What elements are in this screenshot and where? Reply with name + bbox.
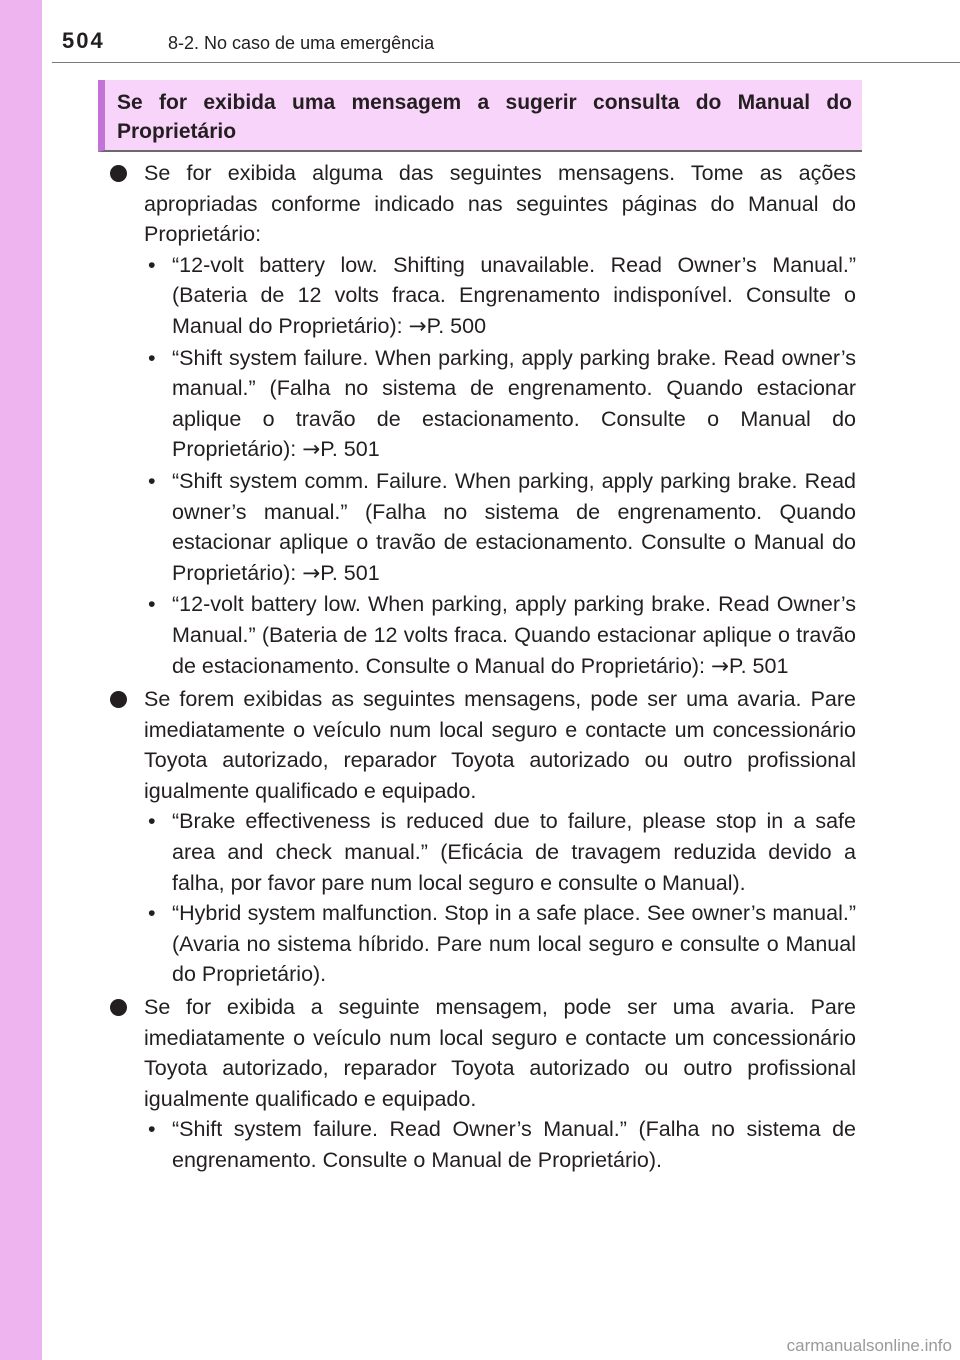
sub-item	[144, 466, 856, 589]
bullet-item	[108, 158, 856, 682]
page-reference-link[interactable]: P. 500	[426, 313, 487, 338]
sub-item-text: “Shift system failure. When parking, apply parking brake. Read owner’s manual.” (Falha no sistema de engrenamento. Quando estacionar aplique o travão de estacionamento. Consulte o Manual do Proprietário):	[172, 345, 856, 462]
sub-bullet-icon: •	[148, 1117, 156, 1142]
arrow-icon: →	[302, 560, 321, 586]
sub-item-text: “Brake effectiveness is reduced due to failure, please stop in a safe area and check manual.” (Eficácia de travagem reduzida devido a falha, por favor pare num local seguro e consulte o Manual).	[172, 809, 856, 895]
bullet-text: Se for exibida a seguinte mensagem, pode ser uma avaria. Pare imediatamente o veículo num local seguro e contacte um concessionário Toyota autorizado, reparador Toyota autorizado ou outro profissional igualmente qualificado e equipado.	[144, 995, 856, 1111]
sub-bullet-icon: •	[148, 901, 156, 926]
sub-item	[144, 806, 856, 898]
section-title: 8-2. No caso de uma emergência	[168, 33, 435, 53]
arrow-icon: →	[302, 437, 321, 463]
bullet-text: Se for exibida alguma das seguintes mensagens. Tome as ações apropriadas conforme indicado nas seguintes páginas do Manual do Proprietário:	[144, 161, 856, 247]
sub-item	[144, 343, 856, 466]
sub-item	[144, 589, 856, 682]
bullet-dot-icon	[110, 165, 127, 182]
sub-item-text: “12-volt battery low. When parking, apply parking brake. Read Owner’s Manual.” (Bateria de 12 volts fraca. Quando estacionar aplique o travão de estacionamento. Consulte o Manual do Proprietário):	[172, 592, 856, 678]
sub-item-text: “12-volt battery low. Shifting unavailable. Read Owner’s Manual.” (Bateria de 12 volts fraca. Engrenamento indisponível. Consulte o Manual do Proprietário):	[172, 252, 856, 338]
bullet-item	[108, 992, 856, 1176]
sub-item	[144, 1114, 856, 1175]
side-tab-bar	[0, 0, 42, 1360]
bullet-item	[108, 684, 856, 990]
sub-item-text: “Shift system failure. Read Owner’s Manual.” (Falha no sistema de engrenamento. Consulte o Manual de Proprietário).	[172, 1117, 856, 1172]
bullet-dot-icon	[110, 999, 127, 1016]
arrow-icon: →	[711, 653, 730, 679]
page-number: 504	[62, 28, 105, 53]
sub-bullet-icon: •	[148, 345, 156, 370]
section-heading-box	[98, 80, 862, 152]
watermark: carmanualsonline.info	[786, 1336, 952, 1355]
sub-bullet-icon: •	[148, 468, 156, 493]
sub-item	[144, 250, 856, 343]
sub-bullet-icon: •	[148, 252, 156, 277]
sub-item	[144, 898, 856, 990]
main-content	[108, 158, 856, 1176]
bullet-dot-icon	[110, 691, 127, 708]
page-reference-link[interactable]: P. 501	[320, 437, 380, 462]
header-divider	[52, 62, 960, 63]
section-heading: Se for exibida uma mensagem a sugerir consulta do Manual do Proprietário	[117, 91, 852, 143]
arrow-icon: →	[408, 313, 427, 339]
sub-bullet-icon: •	[148, 592, 156, 617]
sub-item-text: “Hybrid system malfunction. Stop in a safe place. See owner’s manual.” (Avaria no sistema híbrido. Pare num local seguro e consulte o Manual do Proprietário).	[172, 901, 856, 987]
sub-bullet-icon: •	[148, 809, 156, 834]
page-reference-link[interactable]: P. 501	[320, 560, 380, 585]
sub-item-text: “Shift system comm. Failure. When parking, apply parking brake. Read owner’s manual.” (Falha no sistema de engrenamento. Quando estacionar aplique o travão de estacionamento. Consulte o Manual do Proprietário):	[172, 468, 856, 585]
bullet-text: Se forem exibidas as seguintes mensagens, pode ser uma avaria. Pare imediatamente o veículo num local seguro e contacte um concessionário Toyota autorizado, reparador Toyota autorizado ou outro profissional igualmente qualificado e equipado.	[144, 687, 856, 803]
page-reference-link[interactable]: P. 501	[729, 653, 789, 678]
